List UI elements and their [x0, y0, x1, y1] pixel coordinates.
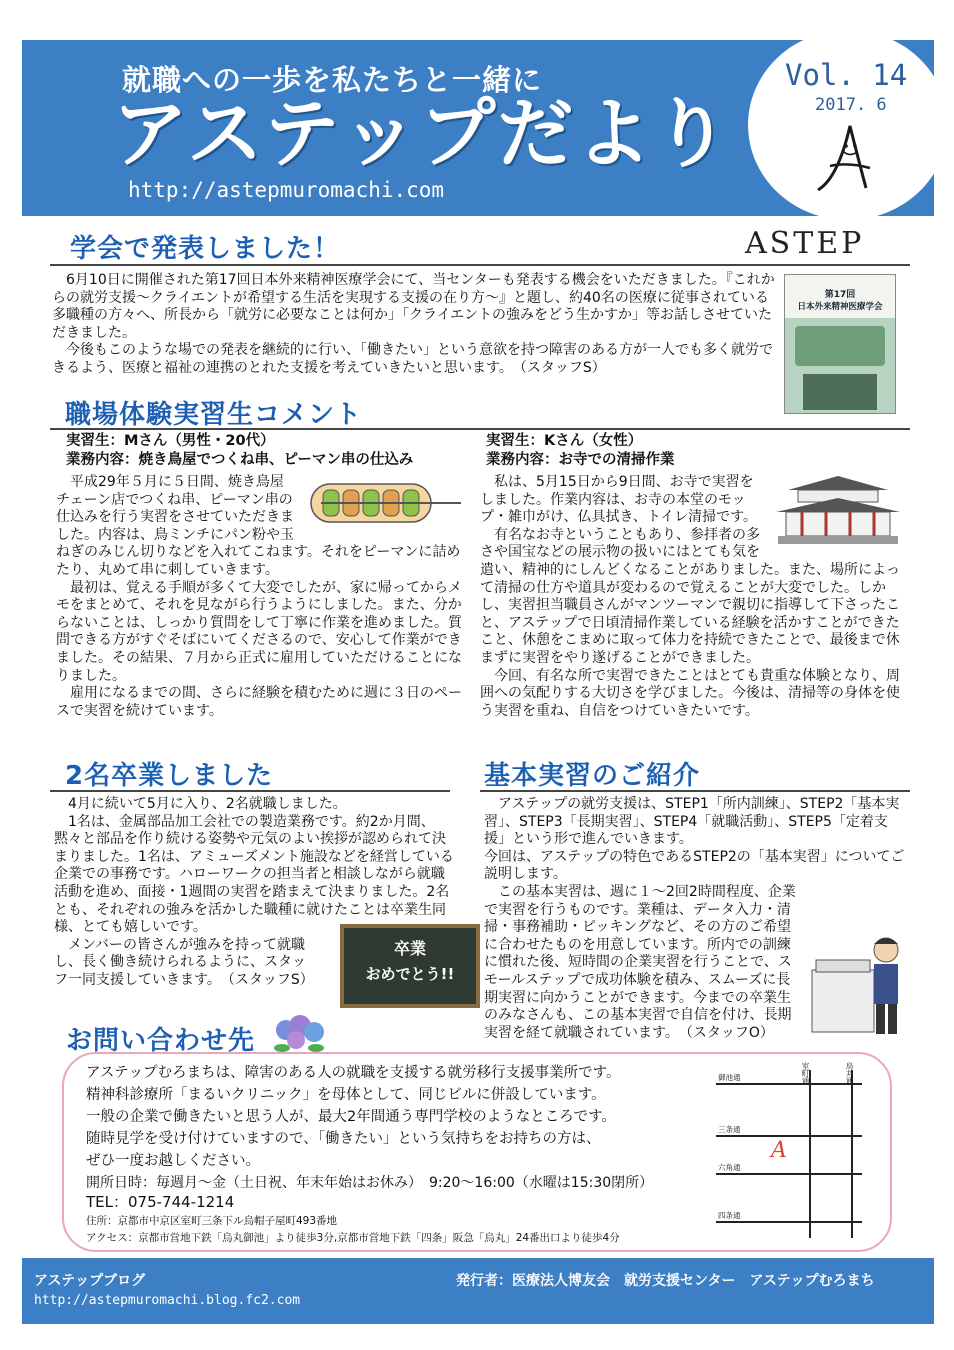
footer	[22, 1258, 934, 1324]
blog-url[interactable]: http://astepmuromachi.blog.fc2.com	[34, 1293, 301, 1308]
access-map	[716, 1062, 866, 1238]
phone-number[interactable]: TEL：075-744-1214	[86, 1193, 235, 1211]
graduation-paragraph: 1名は、金属部品加工会社での製造業務です。約2か月間、黙々と部品を作り続ける姿勢や元気のよい挨拶が認められて決まりました。1名は、アミューズメント施設などを経営している企業での事務です。ハローワークの担当者と相談しながら就職活動を進め、面接・1週間の実習を踏まえて決まりました。2名とも、それぞれの強みを活かした職種に就けたことは卒業生同様、とても嬉しいです。	[54, 813, 454, 936]
map-street-label: 室町通	[801, 1062, 810, 1085]
map-street-label: 六角通	[718, 1163, 741, 1172]
section-title-conference: 学会で発表しました！	[70, 234, 341, 264]
volume-number: Vol. 14	[785, 58, 908, 92]
map-street-label: 四条通	[718, 1211, 741, 1220]
divider	[50, 264, 910, 266]
basic-paragraph: 今回は、アステップの特色であるSTEP2の「基本実習」についてご説明します。	[484, 848, 905, 883]
board-line-2: おめでとう!!	[365, 965, 455, 983]
trainee-k-task: 業務内容：お寺での清掃作業	[486, 452, 675, 468]
publisher: 発行者：医療法人博友会 就労支援センター アステップむろまち	[456, 1273, 875, 1289]
graduation-paragraph: 4月に続いて5月に入り、2名就職しました。	[68, 796, 347, 812]
map-location-marker: A	[771, 1138, 787, 1163]
contact-line: 随時見学を受け付けていますので、「働きたい」という気持ちをお持ちの方は、	[86, 1131, 601, 1147]
section-title-graduation: 2名卒業しました	[65, 761, 274, 791]
trainee-k-label: 実習生：Kさん（女性）	[486, 433, 643, 449]
contact-line: アステップむろまちは、障害のある人の就職を支援する就労移行支援事業所です。	[86, 1065, 621, 1081]
copier-illustration-icon	[808, 930, 908, 1040]
contact-line: 一般の企業で働きたいと思う人が、最大2年間通う専門学校のようなところです。	[86, 1109, 616, 1125]
conference-paragraph: 6月10日に開催された第17回日本外来精神医療学会にて、当センターも発表する機会をいただきました。『これからの就労支援～クライエントが希望する生活を実現する支援の在り方～』と題し、約40名の医療に従事されている多職種の方々へ、所長から「就労に必要なことは何か」「クライエントの強みをどう生かすか」等お話しさせていただきました。	[52, 272, 775, 341]
section-title-internship: 職場体験実習生コメント	[65, 400, 363, 430]
contact-line: 精神科診療所「まるいクリニック」を母体として、同じビルに併設しています。	[86, 1087, 606, 1103]
graduation-paragraph: メンバーの皆さんが強みを持って就職し、長く働き続けられるように、スタッフ一同支援していきます。 （スタッフS）	[54, 936, 314, 988]
conference-poster-image	[784, 274, 896, 414]
trainee-k-paragraph: 私は、5月15日から9日間、お寺で実習をしました。作業内容は、お寺の本堂のモップ・雑巾がけ、仏具拭き、トイレ清掃です。	[480, 474, 758, 526]
trainee-m-label: 実習生：Mさん（男性・20代）	[66, 433, 275, 449]
contact-line: ぜひ一度お越しください。	[86, 1153, 260, 1169]
conference-paragraph: 今後もこのような場での発表を継続的に行い、「働きたい」という意欲を持つ障害のある方が一人でも多く就労できるよう、医療と福祉の連携のとれた支援を考えていきたいと思います。 （スタッフS）	[52, 342, 773, 376]
map-street-label: 御池通	[718, 1073, 741, 1082]
yakitori-image	[301, 474, 466, 532]
website-url[interactable]: http://astepmuromachi.com	[128, 178, 445, 202]
divider	[50, 790, 450, 792]
divider	[50, 428, 910, 430]
temple-image	[768, 474, 908, 546]
trainee-m-paragraph: 平成29年５月に５日間、焼き鳥屋チェーン店でつくね串、ピーマン串の仕込みを行う実習をさせていただきました。内容は、鳥ミンチにパン粉や玉ねぎのみじん切りなどを入れてこねます。それをピーマンに詰めたり、丸めて串に刺していきます。	[56, 474, 461, 578]
map-street-label: 烏丸通	[845, 1062, 854, 1085]
section-title-basic: 基本実習のご紹介	[484, 761, 701, 791]
opening-hours: 開所日時：毎週月～金（土日祝、年末年始はお休み） 9:20～16:00（水曜は15:30閉所）	[86, 1175, 654, 1191]
conference-text	[52, 272, 778, 378]
trainee-m-paragraph: 雇用になるまでの間、さらに経験を積むために週に３日のペースで実習を続けています。	[56, 685, 462, 719]
divider	[480, 790, 910, 792]
trainee-m-text	[56, 474, 466, 730]
poster-line-1: 第17回	[824, 290, 856, 300]
address: 住所：京都市中京区室町三条下ル烏帽子屋町493番地	[86, 1215, 338, 1227]
poster-line-2: 日本外来精神医療学会	[797, 302, 883, 312]
tagline: 就職への一歩を私たちと一緒に	[122, 63, 543, 97]
access: アクセス：京都市営地下鉄「烏丸御池」より徒歩3分,京都市営地下鉄「四条」阪急「烏丸」24番出口より徒歩4分	[86, 1232, 620, 1244]
basic-paragraph: この基本実習は、週に１～2回2時間程度、企業で実習を行うものです。業種は、データ入力・清掃・事務補助・ピッキングなど、その方のご希望に合わせたものを用意しています。所内での訓練に慣れた後、短時間の企業実習を行うことで、スモールステップで成功体験を積み、スムーズに長期実習に向かうことができます。今までの卒業生のみなさんも、この基本実習で自信を付け、長期実習を経て就職されています。 （スタッフO）	[484, 883, 796, 1041]
graduation-board-image	[340, 924, 480, 1008]
issue-date: 2017. 6	[815, 95, 887, 115]
trainee-k-paragraph: 今回、有名な所で実習できたことはとても貴重な体験となり、周囲への気配りする大切さを学びました。今後は、清掃等の身体を使う実習を重ね、自信をつけていきたいです。	[480, 667, 900, 719]
map-street-label: 三条通	[718, 1125, 741, 1134]
astep-logo: ASTEP	[745, 226, 865, 261]
newsletter-title: アステップだより	[112, 89, 732, 178]
trainee-k-paragraph: 有名なお寺ということもあり、参拝者の多さや国宝などの展示物の扱いにはとても気を遣い、精神的にしんどくなることがありました。また、場所によって清掃の仕方や道具が変わるので覚えることが大変でした。しかし、実習担当職員さんがマンツーマンで親切に指導して下さったこと、アステップで日頃清掃作業している経験を活かすことができたこと、休憩をこまめに取って体力を持続できたことで、最後まで休まずに実習をやり遂げることができました。	[480, 526, 900, 666]
basic-paragraph: アステップの就労支援は、STEP1「所内訓練」、STEP2「基本実習」、STEP3「長期実習」、STEP4「就職活動」、STEP5「定着支援」という形で進んでいきます。	[484, 796, 900, 848]
blog-label: アステップブログ	[34, 1273, 146, 1289]
contact-text	[86, 1062, 726, 1172]
hydrangea-icon	[272, 1014, 328, 1054]
astep-mascot-icon	[808, 118, 888, 198]
board-line-1: 卒業	[393, 939, 426, 958]
trainee-k-text	[480, 474, 908, 746]
trainee-m-paragraph: 最初は、覚える手順が多くて大変でしたが、家に帰ってからメモをまとめて、それを見ながら行うようにしました。また、分からないことは、しっかり質問をして丁寧に作業を進めました。質問できる方がすぐそばにいてくださるので、安心して作業ができました。その結果、７月から正式に雇用していただけることになりました。	[56, 579, 462, 684]
trainee-m-task: 業務内容：焼き鳥屋でつくね串、ピーマン串の仕込み	[66, 452, 414, 468]
section-title-contact: お問い合わせ先	[66, 1026, 256, 1056]
